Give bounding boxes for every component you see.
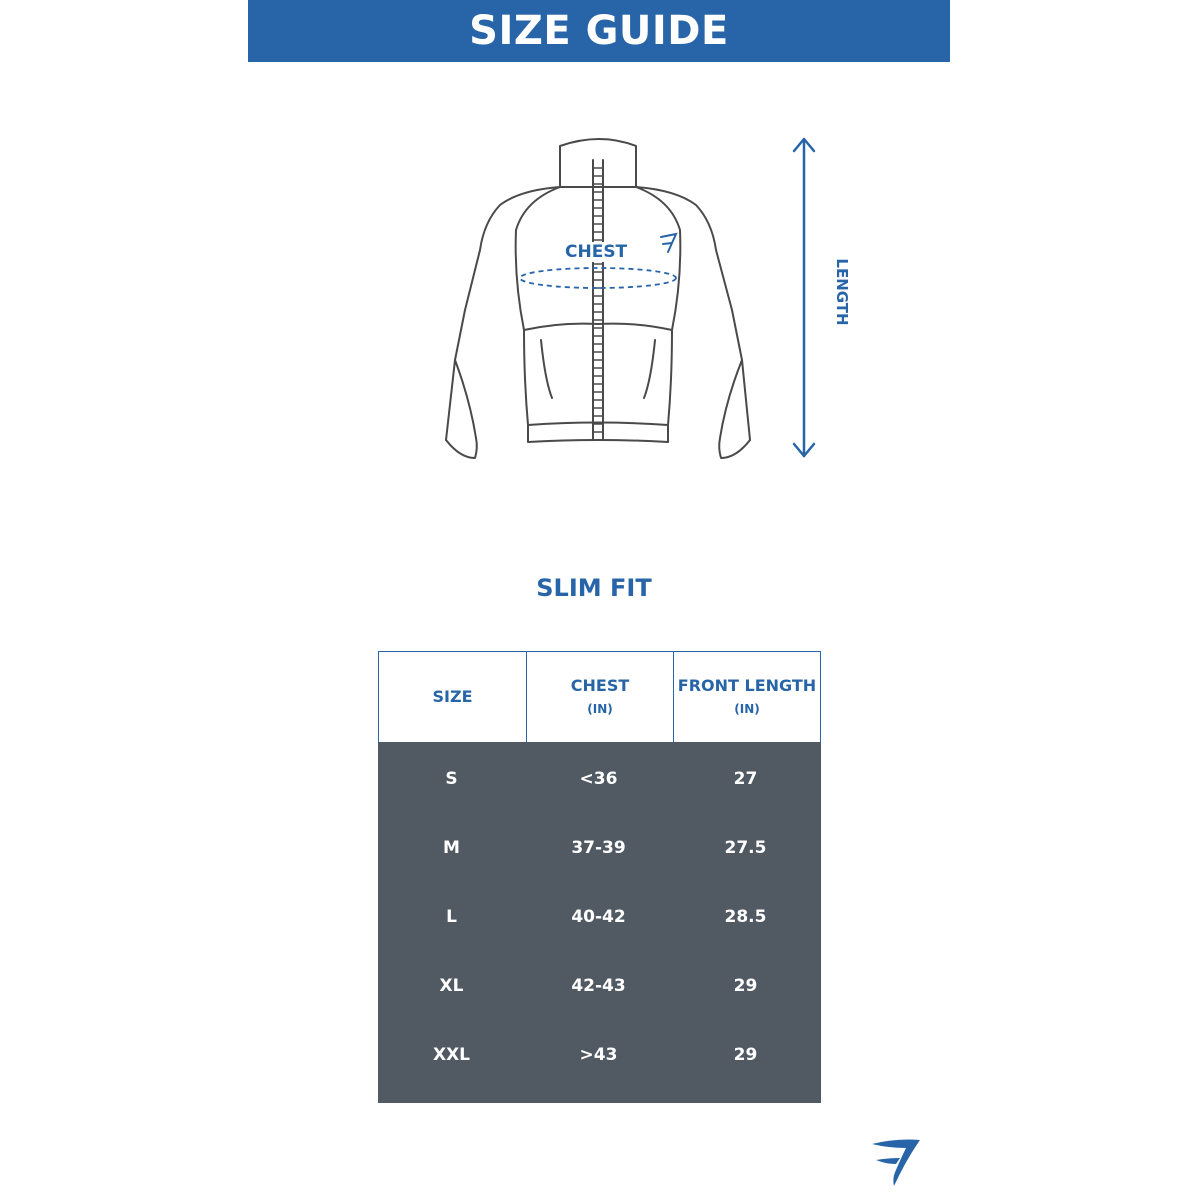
table-row	[378, 897, 821, 937]
cell-chest: >43	[579, 1045, 618, 1065]
column-header-front-length	[673, 652, 820, 742]
cell-length: 29	[733, 976, 758, 996]
header-banner	[248, 0, 950, 62]
fit-title: SLIM FIT	[536, 574, 652, 602]
cell-chest: <36	[579, 769, 618, 789]
length-measure-label: LENGTH	[833, 258, 851, 326]
cell-chest: 42-43	[571, 976, 626, 996]
jacket-outline-icon	[420, 130, 870, 480]
cell-length: 29	[733, 1045, 758, 1065]
column-header-label: SIZE	[432, 687, 473, 706]
cell-size: S	[445, 769, 458, 789]
cell-chest: 37-39	[571, 838, 626, 858]
table-row	[378, 828, 821, 868]
cell-length: 27.5	[724, 838, 767, 858]
brand-swoosh-icon	[866, 1134, 926, 1192]
column-header-unit: (IN)	[734, 702, 760, 716]
page-title: SIZE GUIDE	[469, 8, 729, 54]
cell-size: XXL	[432, 1045, 471, 1065]
table-body	[378, 742, 821, 1103]
table-row	[378, 759, 821, 799]
column-header-chest	[526, 652, 673, 742]
column-header-unit: (IN)	[587, 702, 613, 716]
column-header-label: CHEST	[570, 676, 630, 695]
column-header-label: FRONT LENGTH	[677, 676, 817, 695]
size-table	[378, 651, 821, 1103]
table-row	[378, 1035, 821, 1075]
table-header	[378, 651, 821, 743]
cell-size: L	[446, 907, 457, 927]
column-header-size	[379, 652, 526, 742]
cell-length: 28.5	[724, 907, 767, 927]
cell-length: 27	[733, 769, 758, 789]
cell-size: XL	[439, 976, 464, 996]
table-row	[378, 966, 821, 1006]
cell-size: M	[443, 838, 460, 858]
cell-chest: 40-42	[571, 907, 626, 927]
chest-measure-label: CHEST	[565, 242, 628, 262]
